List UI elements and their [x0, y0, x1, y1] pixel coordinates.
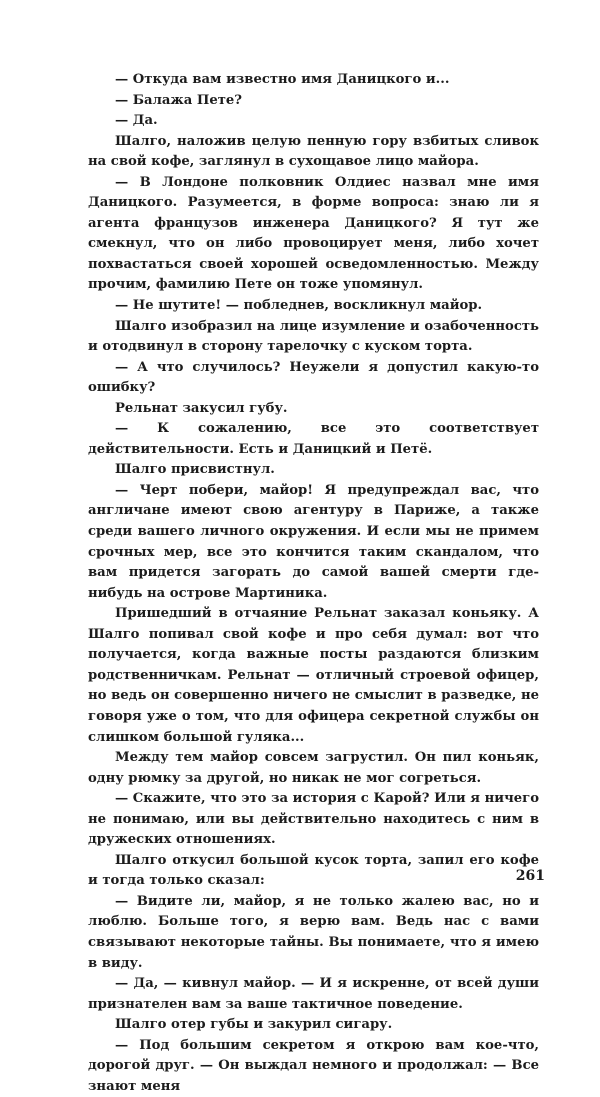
paragraph-3: — Да.: [115, 113, 158, 129]
paragraph-12: — Черт побери, майор! Я предупреждал вас, что англичане имеют свою агентуру в Париже, а также среди вашего личного окружения. И если мы не примем срочных мер, все это кончится таким скандалом, что вам придется загорать до самой вашей смерти где-нибудь на острове Мартиника.: [88, 482, 539, 601]
body-text: [88, 70, 539, 1097]
paragraph-14: Между тем майор совсем загрустил. Он пил коньяк, одну рюмку за другой, но никак не мог согреться.: [88, 750, 539, 786]
paragraph-18: — Да, — кивнул майор. — И я искренне, от всей души признателен вам за ваше тактичное поведение.: [88, 976, 539, 1012]
paragraph-10: — К сожалению, все это соответствует действительности. Есть и Даницкий и Петё.: [88, 421, 539, 457]
paragraph-4: Шалго, наложив целую пенную гору взбитых сливок на свой кофе, заглянул в сухощавое лицо майора.: [88, 133, 539, 170]
paragraph-5: — В Лондоне полковник Олдиес назвал мне имя Даницкого. Разумеется, в форме вопроса: знаю ли я агента французов инженера Даницкого? Я тут же смекнул, что он либо провоцирует меня, либо хочет похвастаться своей хорошей осведомленностью. Между прочим, фамилию Пете он тоже упомянул.: [88, 174, 539, 293]
paragraph-11: Шалго присвистнул.: [115, 462, 275, 478]
paragraph-16: Шалго откусил большой кусок торта, запил его кофе и тогда только сказал:: [88, 852, 539, 889]
paragraph-15: — Скажите, что это за история с Карой? Или я ничего не понимаю, или вы действительно находитесь с ним в дружеских отношениях.: [88, 791, 539, 848]
paragraph-7: Шалго изобразил на лице изумление и озабоченность и отодвинул в сторону тарелочку с куском торта.: [88, 318, 539, 355]
paragraph-1: — Откуда вам известно имя Даницкого и...: [115, 72, 450, 87]
paragraph-2: — Балажа Пете?: [115, 92, 243, 108]
paragraph-8: — А что случилось? Неужели я допустил какую-то ошибку?: [88, 359, 539, 396]
paragraph-6: — Не шутите! — побледнев, воскликнул майор.: [115, 298, 483, 314]
paragraph-9: Рельнат закусил губу.: [115, 400, 288, 416]
paragraph-13: Пришедший в отчаяние Рельнат заказал коньяку. А Шалго попивал свой кофе и про себя думал: вот что получается, когда важные посты раздаются близким родственничкам. Рельнат — отличный строевой офицер, но ведь он совершенно ничего не смыслит в разведке, не говоря уже о том, что для офицера секретной службы он слишком большой гуляка...: [88, 606, 539, 745]
paragraph-19: Шалго отер губы и закурил сигару.: [115, 1017, 393, 1033]
paragraph-20: — Под большим секретом я открою вам кое-что, дорогой друг. — Он выждал немного и продолжал: — Все знают меня: [88, 1037, 539, 1094]
page-number: 261: [515, 868, 545, 884]
paragraph-17: — Видите ли, майор, я не только жалею вас, но и люблю. Больше того, я верю вам. Ведь нас с вами связывают некоторые тайны. Вы понимаете, что я имею в виду.: [88, 893, 539, 971]
